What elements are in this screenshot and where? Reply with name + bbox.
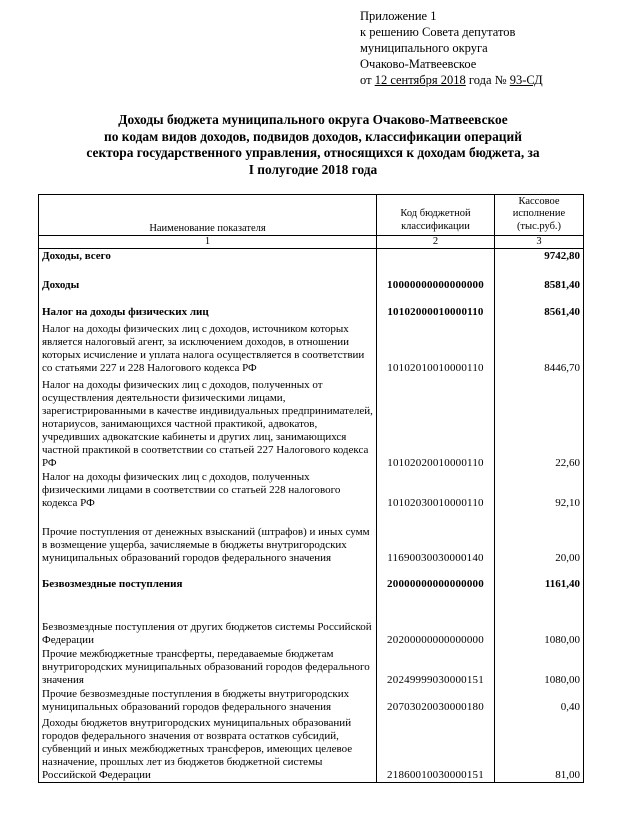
cell-value: 9742,80: [495, 249, 584, 264]
column-number-3: 3: [495, 236, 584, 249]
cell-value: 20,00: [495, 510, 584, 565]
column-number-1: 1: [39, 236, 377, 249]
cell-value: 81,00: [495, 714, 584, 783]
table-row: [39, 647, 584, 687]
table-row: [39, 249, 584, 264]
table-header-row: [39, 195, 584, 236]
table-row: [39, 591, 584, 647]
document-title: [30, 112, 596, 178]
cell-value: 1080,00: [495, 591, 584, 647]
cell-code: 11690030030000140: [377, 510, 495, 565]
cell-name: Безвозмездные поступления: [39, 565, 377, 591]
income-table: [38, 194, 584, 783]
cell-value: 8446,70: [495, 319, 584, 375]
cell-name: Доходы: [39, 263, 377, 292]
column-number-2: 2: [377, 236, 495, 249]
title-line-1: Доходы бюджета муниципального округа Очаково-Матвеевское: [118, 112, 508, 127]
title-line-4: I полугодие 2018 года: [248, 161, 378, 177]
annex-line-4: Очаково-Матвеевское: [360, 57, 477, 71]
annex-line-3: муниципального округа: [360, 41, 488, 55]
annex-block: [360, 8, 600, 88]
cell-name: Доходы бюджетов внутригородских муниципальных образований городов федерального значения от возврата остатков субсидий, субвенций и иных межбюджетных трансферов, имеющих целевое назначение, прошлых лет из бюджетов бюджетной системы Российской Федерации: [39, 714, 377, 783]
cell-name: Прочие поступления от денежных взысканий (штрафов) и иных сумм в возмещение ущерба, зачисляемые в бюджеты внутригородских муниципальных образований городов федерального значения: [39, 510, 377, 565]
table-row: [39, 375, 584, 470]
header-value: Кассовое исполнение (тыс.руб.): [495, 195, 584, 236]
table-row: [39, 510, 584, 565]
cell-code: 20703020030000180: [377, 687, 495, 714]
cell-value: 0,40: [495, 687, 584, 714]
cell-value: 1080,00: [495, 647, 584, 687]
annex-line-2: к решению Совета депутатов: [360, 25, 516, 39]
cell-code: 21860010030000151: [377, 714, 495, 783]
header-name: Наименование показателя: [39, 195, 377, 236]
cell-value: 8581,40: [495, 263, 584, 292]
annex-date-line: [360, 72, 600, 88]
cell-name: Безвозмездные поступления от других бюджетов системы Российской Федерации: [39, 591, 377, 647]
cell-name: Налог на доходы физических лиц: [39, 292, 377, 319]
cell-name: Доходы, всего: [39, 249, 377, 264]
cell-code: 20200000000000000: [377, 591, 495, 647]
table-row: [39, 714, 584, 783]
cell-code: 10102030010000110: [377, 470, 495, 510]
cell-value: 1161,40: [495, 565, 584, 591]
cell-value: 22,60: [495, 375, 584, 470]
table-row: [39, 263, 584, 292]
cell-code: [377, 249, 495, 264]
table-row: [39, 687, 584, 714]
annex-line-1: Приложение 1: [360, 9, 437, 23]
cell-code: 20249999030000151: [377, 647, 495, 687]
annex-date-prefix: от: [360, 73, 375, 87]
annex-date: 12 сентября 2018: [374, 73, 466, 87]
cell-code: 10102020010000110: [377, 375, 495, 470]
cell-name: Прочие безвозмездные поступления в бюджеты внутригородских муниципальных образований городов федерального значения: [39, 687, 377, 714]
cell-code: 20000000000000000: [377, 565, 495, 591]
cell-name: Налог на доходы физических лиц с доходов, полученных от осуществления деятельности физическими лицами, зарегистрированными в качестве индивидуальных предпринимателей, нотариусов, занимающихся частной практикой, адвокатов, учредивших адвокатские кабинеты и других лиц, занимающихся частной практикой в соответствии со статьей 227 Налогового кодекса РФ: [39, 375, 377, 470]
table-row: [39, 565, 584, 591]
annex-date-mid: года №: [465, 73, 510, 87]
table-column-numbers: [39, 236, 584, 249]
cell-code: 10102000010000110: [377, 292, 495, 319]
cell-value: 92,10: [495, 470, 584, 510]
cell-name: Прочие межбюджетные трансферты, передаваемые бюджетам внутригородских муниципальных образований городов федерального значения: [39, 647, 377, 687]
annex-number: 93-СД: [509, 73, 543, 87]
title-line-3: сектора государственного управления, относящихся к доходам бюджета, за: [86, 145, 540, 161]
header-code: Код бюджетной классификации: [377, 195, 495, 236]
table-row: [39, 319, 584, 375]
table-row: [39, 292, 584, 319]
cell-name: Налог на доходы физических лиц с доходов, источником которых является налоговый агент, за исключением доходов, в отношении которых исчисление и уплата налога осуществляется в соответствии со статьями 227 и 228 Налогового кодекса РФ: [39, 319, 377, 375]
cell-name: Налог на доходы физических лиц с доходов, полученных физическими лицами в соответствии со статьей 228 налогового кодекса РФ: [39, 470, 377, 510]
title-line-2: по кодам видов доходов, подвидов доходов, классификации операций: [104, 128, 522, 144]
cell-value: 8561,40: [495, 292, 584, 319]
table-row: [39, 470, 584, 510]
cell-code: 10000000000000000: [377, 263, 495, 292]
cell-code: 10102010010000110: [377, 319, 495, 375]
